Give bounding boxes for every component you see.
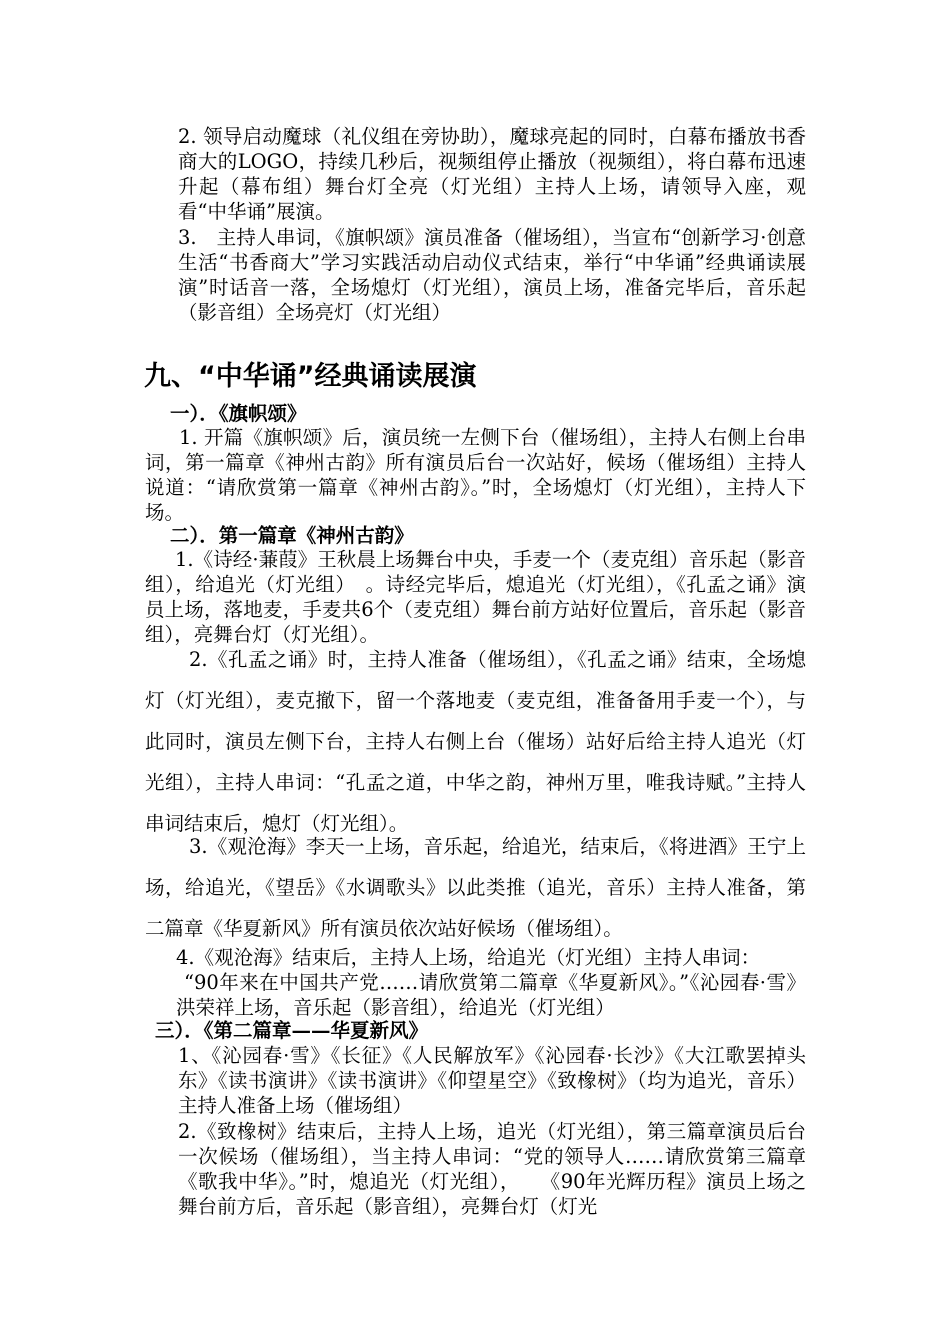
part2-paragraph-4a: 4.《观沧海》结束后，主持人上场，给追光（灯光组）主持人串词： bbox=[176, 946, 761, 969]
part1-paragraph: 1. 开篇《旗帜颂》后，演员统一左侧下台（催场组），主持人右侧上台串词，第一篇章《神州古韵》所有演员后台一次站好，候场（催场组）主持人说道：“请欣赏第一篇章《神州古韵》。”时，全场熄灯（灯光组），主持人下场。 bbox=[145, 426, 806, 524]
part3-paragraph-2: 2.《致橡树》结束后，主持人上场，追光（灯光组），第三篇章演员后台一次候场（催场组），当主持人串词：“党的领导人……请欣赏第三篇章《歌我中华》。”时，熄追光（灯光组）， 《90年光辉历程》演员上场之舞台前方后，音乐起（影音组），亮舞台灯（灯光 bbox=[178, 1120, 806, 1218]
part3-heading: 三）．《第二篇章——华夏新风》 bbox=[155, 1019, 429, 1042]
section9-title: 九、“中华诵”经典诵读展演 bbox=[144, 361, 477, 392]
section8-item2: 2. 领导启动魔球（礼仪组在旁协助），魔球亮起的同时，白幕布播放书香商大的LOGO，持续几秒后，视频组停止播放（视频组），将白幕布迅速升起（幕布组）舞台灯全亮（灯光组）主持人上场，请领导入座，观看“中华诵”展演。 bbox=[178, 125, 806, 223]
section8-item3: 3. 主持人串词，《旗帜颂》演员准备（催场组），当宣布“创新学习·创意生活“书香商大”学习实践活动启动仪式结束，举行“中华诵”经典诵读展演”时话音一落，全场熄灯（灯光组），演员上场，准备完毕后，音乐起（影音组）全场亮灯（灯光组） bbox=[178, 226, 806, 324]
part2-paragraph-3: 3.《观沧海》李天一上场，音乐起，给追光，结束后，《将进酒》王宁上场，给追光，《望岳》《水调歌头》以此类推（追光，音乐）主持人准备，第二篇章《华夏新风》所有演员依次站好候场（催场组）。 bbox=[145, 835, 806, 940]
part2-paragraph-2: 2.《孔孟之诵》时，主持人准备（催场组），《孔孟之诵》结束，全场熄灯（灯光组），麦克撤下，留一个落地麦（麦克组，准备备用手麦一个），与此同时，演员左侧下台，主持人右侧上台（催场）站好后给主持人追光（灯光组），主持人串词：“孔孟之道，中华之韵，神州万里，唯我诗赋。”主持人串词结束后，熄灯（灯光组）。 bbox=[145, 648, 806, 835]
part2-heading: 二）．第一篇章《神州古韵》 bbox=[170, 524, 414, 547]
part3-paragraph-1: 1、《沁园春·雪》《长征》《人民解放军》《沁园春·长沙》《大江歌罢掉头东》《读书演讲》《读书演讲》《仰望星空》《致橡树》（均为追光，音乐）主持人准备上场（催场组） bbox=[178, 1044, 806, 1117]
part2-paragraph-1: 1.《诗经·蒹葭》王秋晨上场舞台中央，手麦一个（麦克组）音乐起（影音组），给追光（灯光组） 。诗经完毕后，熄追光（灯光组），《孔孟之诵》演员上场，落地麦，手麦共6个（麦克组）舞台前方站好位置后，音乐起（影音组），亮舞台灯（灯光组）。 bbox=[145, 548, 806, 646]
part1-heading: 一）．《旗帜颂》 bbox=[170, 402, 307, 425]
part2-paragraph-4b: “90年来在中国共产党……请欣赏第二篇章《华夏新风》。”《沁园春·雪》洪荣祥上场，音乐起（影音组），给追光（灯光组） bbox=[176, 971, 806, 1019]
